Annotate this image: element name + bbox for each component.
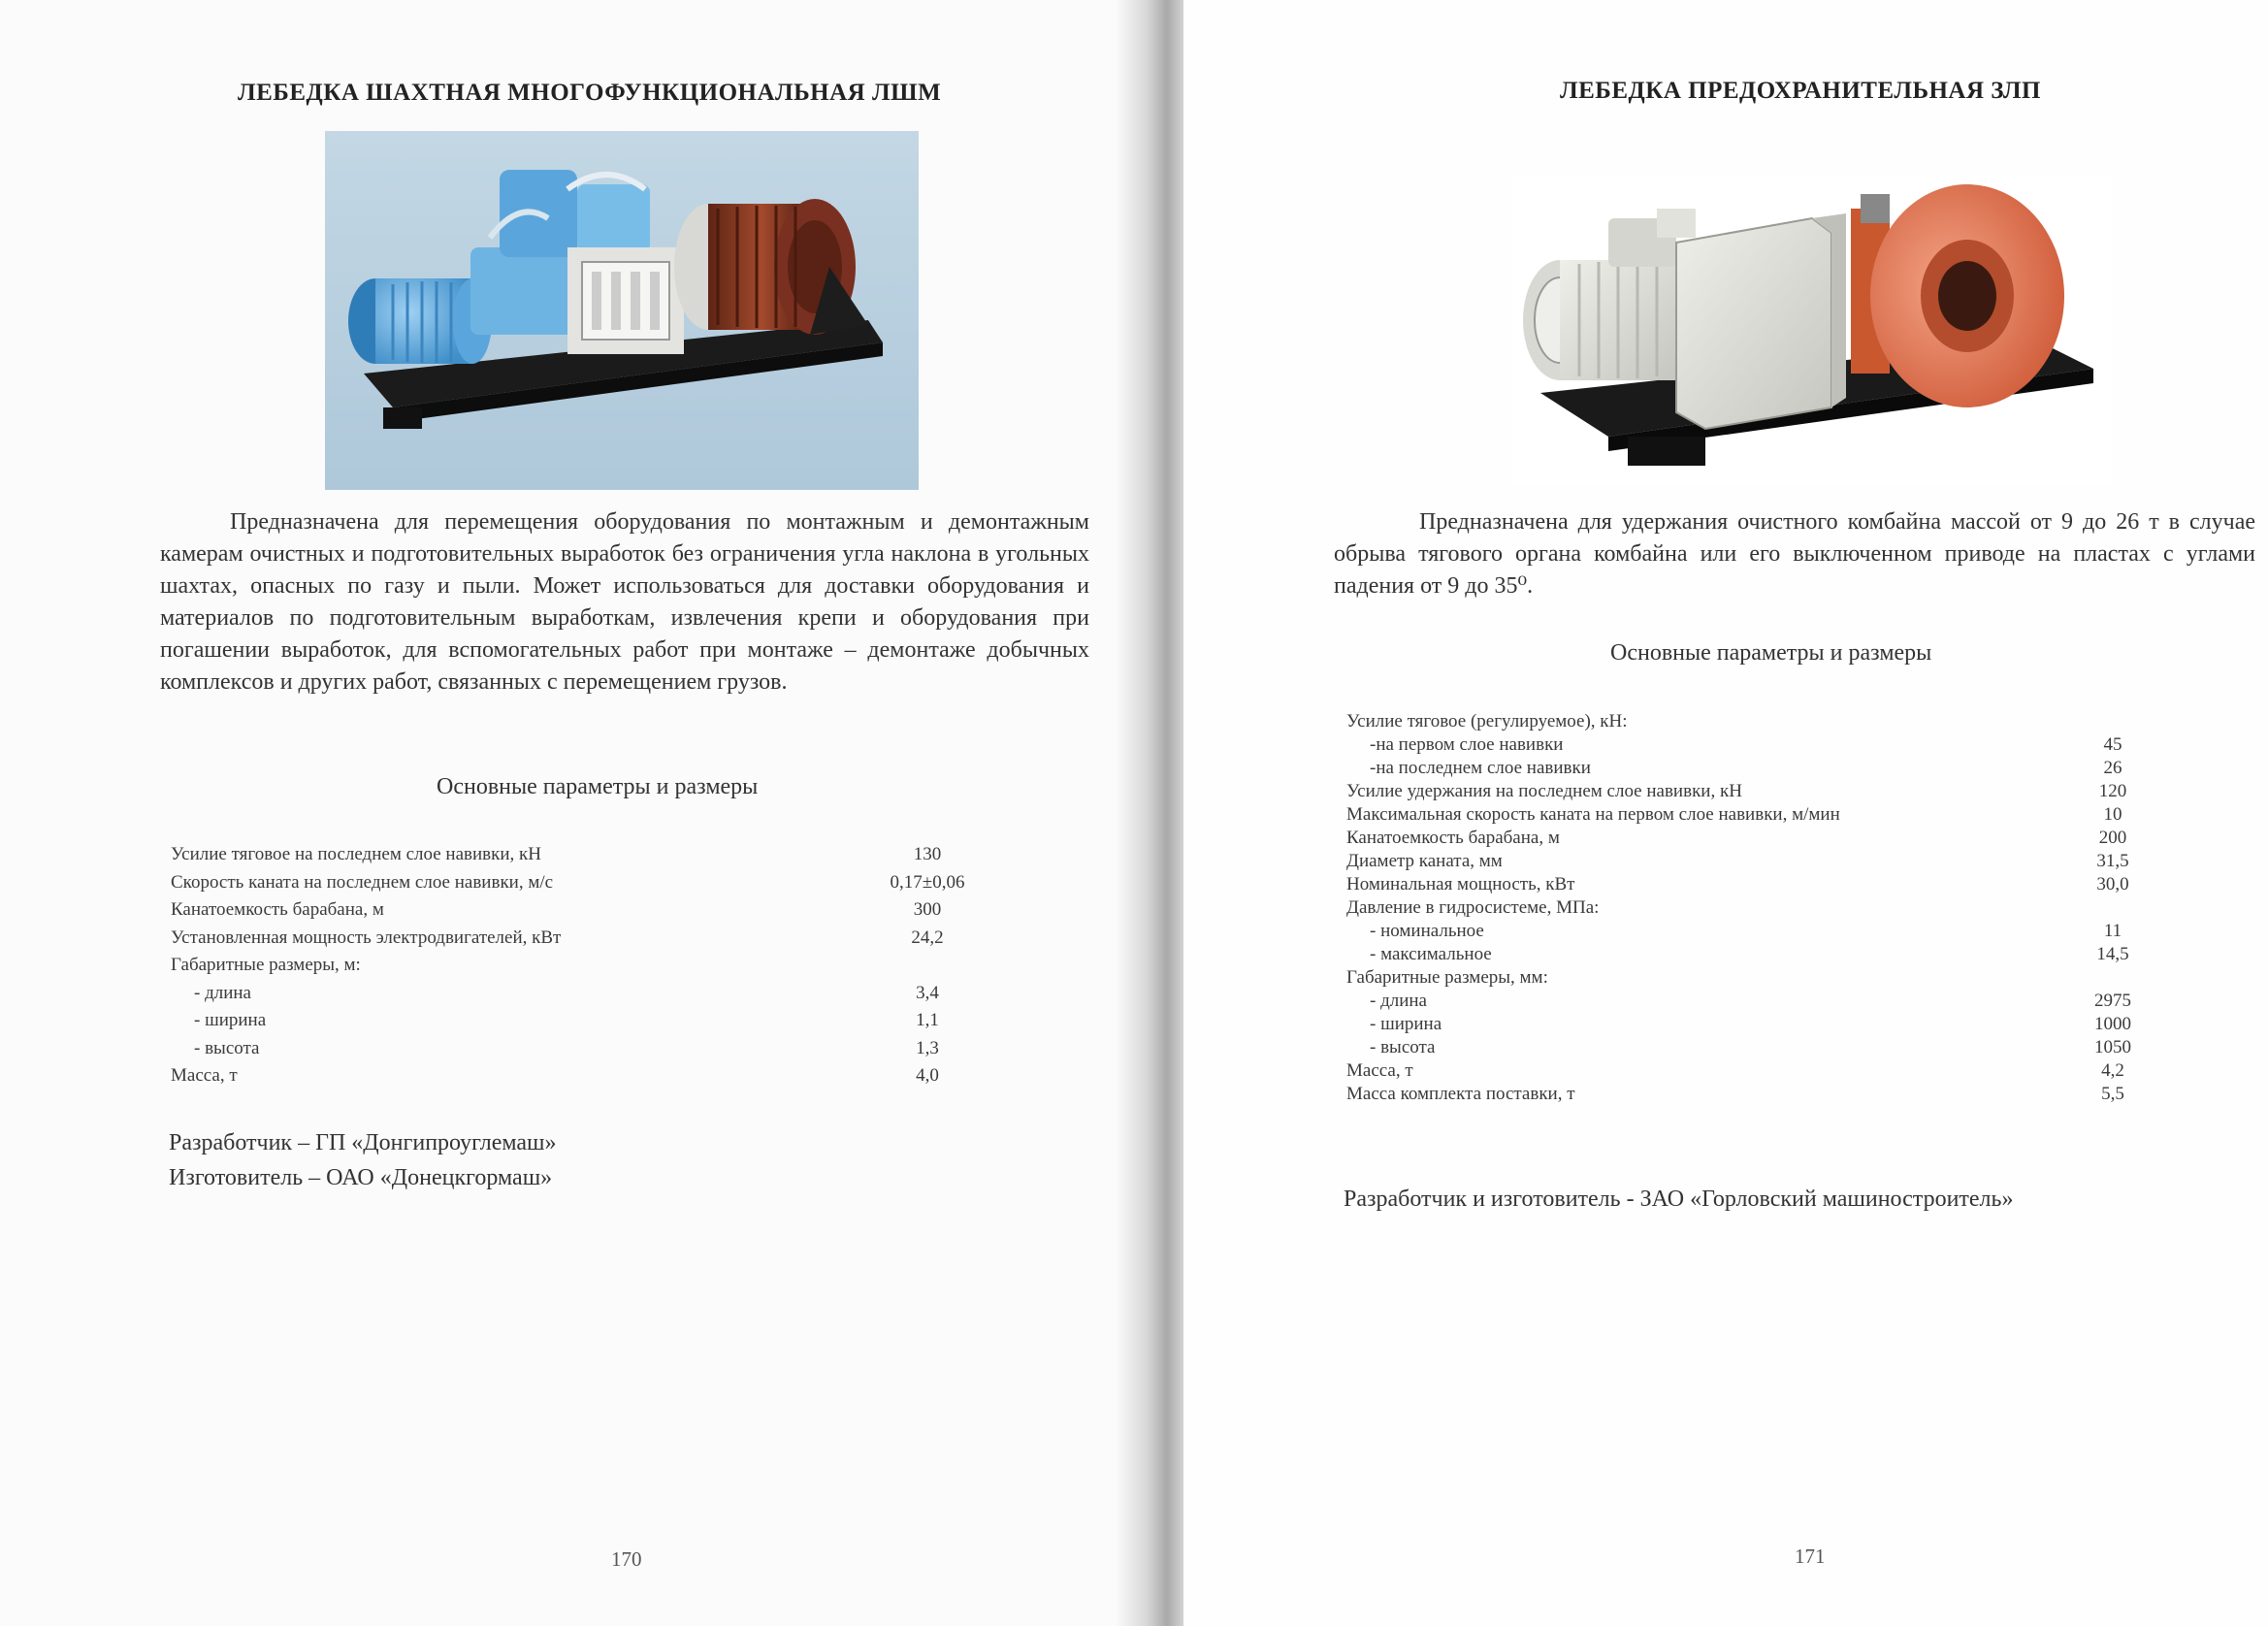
left-developer: Разработчик – ГП «Донгипроуглемаш» — [169, 1130, 557, 1155]
param-value: 5,5 — [2101, 1084, 2124, 1104]
param-value: 30,0 — [2096, 874, 2129, 894]
param-value: 1,3 — [916, 1037, 939, 1058]
param-value: 31,5 — [2096, 851, 2129, 871]
left-description: Предназначена для перемещения оборудования по монтажным и демонтажным камерам очистных и подготовительных выработок без ограничения угла наклона в угольных шахтах, опасных по газу и пыли. Может использоваться для доставки оборудования и материалов по подготовительным выработкам, извлечения крепи и оборудования при погашении выработок, для вспомогательных работ при монтаже – демонтаже добычных комплексов и других работ, связанных с перемещением грузов. — [160, 509, 1089, 695]
param-label: Габаритные размеры, м: — [171, 955, 361, 975]
param-row — [171, 844, 1024, 872]
param-row — [1346, 711, 2181, 734]
right-params-table — [1346, 711, 2181, 1107]
right-credits — [1344, 1182, 2013, 1217]
param-label: Установленная мощность электродвигателей, кВт — [171, 927, 562, 948]
param-label: -на первом слое навивки — [1370, 734, 1564, 755]
param-label: - высота — [1370, 1037, 1436, 1057]
param-value: 1050 — [2094, 1037, 2131, 1057]
param-label: Номинальная мощность, кВт — [1346, 874, 1575, 894]
param-row — [1346, 921, 2181, 944]
param-row — [1346, 781, 2181, 804]
right-page-title: ЛЕБЕДКА ПРЕДОХРАНИТЕЛЬНАЯ ЗЛП — [1560, 78, 2041, 104]
param-value: 300 — [913, 899, 942, 920]
left-params-table — [171, 844, 1024, 1093]
param-label: Габаритные размеры, мм: — [1346, 967, 1548, 988]
param-row — [171, 899, 1024, 927]
right-developer: Разработчик и изготовитель - ЗАО «Горловский машиностроитель» — [1344, 1187, 2014, 1212]
param-value: 120 — [2098, 781, 2127, 801]
param-row — [171, 1010, 1024, 1038]
left-page-number: 170 — [611, 1547, 642, 1571]
param-value: 1000 — [2094, 1014, 2131, 1034]
param-value: 11 — [2103, 921, 2122, 941]
param-row — [1346, 828, 2181, 851]
param-value: 4,2 — [2101, 1060, 2124, 1081]
left-params-title: Основные параметры и размеры — [437, 774, 759, 799]
param-row — [1346, 851, 2181, 874]
param-value: 45 — [2103, 734, 2122, 755]
param-label: Скорость каната на последнем слое навивки, м/с — [171, 871, 554, 893]
param-row — [171, 872, 1024, 900]
param-label: - длина — [1370, 991, 1427, 1011]
param-value: 2975 — [2094, 991, 2131, 1011]
param-label: - длина — [194, 982, 251, 1003]
param-row — [1346, 1037, 2181, 1060]
param-label: Масса комплекта поставки, т — [1346, 1084, 1575, 1104]
param-label: -на последнем слое навивки — [1370, 758, 1591, 778]
right-page — [1183, 0, 2268, 1626]
param-row — [1346, 758, 2181, 781]
param-value: 0,17±0,06 — [890, 871, 965, 893]
param-row — [1346, 1060, 2181, 1084]
param-label: Усилие удержания на последнем слое навивки, кН — [1346, 781, 1742, 801]
param-row — [1346, 874, 2181, 897]
param-value: 3,4 — [916, 982, 939, 1003]
param-label: Усилие тяговое (регулируемое), кН: — [1346, 711, 1628, 732]
param-label: Усилие тяговое на последнем слое навивки, кН — [171, 844, 541, 864]
param-label: Масса, т — [171, 1065, 238, 1086]
param-value: 1,1 — [916, 1010, 939, 1030]
right-params-title: Основные параметры и размеры — [1610, 640, 1932, 666]
left-credits — [169, 1125, 557, 1195]
left-page-title: ЛЕБЕДКА ШАХТНАЯ МНОГОФУНКЦИОНАЛЬНАЯ ЛШМ — [238, 80, 942, 106]
param-value: 24,2 — [911, 927, 944, 948]
param-label: Давление в гидросистеме, МПа: — [1346, 897, 1600, 918]
param-label: - максимальное — [1370, 944, 1492, 964]
param-row — [171, 1065, 1024, 1093]
param-row — [1346, 944, 2181, 967]
param-row — [171, 927, 1024, 956]
param-label: - номинальное — [1370, 921, 1484, 941]
right-page-number: 171 — [1795, 1545, 1826, 1568]
left-manufacturer: Изготовитель – ОАО «Донецкгормаш» — [169, 1165, 553, 1190]
param-label: - высота — [194, 1037, 260, 1058]
param-row — [1346, 967, 2181, 991]
param-row — [171, 955, 1024, 983]
param-row — [1346, 804, 2181, 828]
param-value: 10 — [2103, 804, 2122, 825]
param-label: - ширина — [194, 1010, 267, 1030]
param-value: 26 — [2103, 758, 2122, 778]
param-row — [1346, 1014, 2181, 1037]
right-description: Предназначена для удержания очистного комбайна массой от 9 до 26 т в случае обрыва тягового органа комбайна или его выключенном приводе на пластах с углами падения от 9 до 35⁰. — [1334, 509, 2255, 599]
winch-zlp-photo — [1511, 175, 2113, 485]
param-value: 130 — [913, 844, 942, 864]
param-row — [1346, 734, 2181, 758]
param-value: 14,5 — [2096, 944, 2129, 964]
param-row — [1346, 897, 2181, 921]
param-label: Диаметр каната, мм — [1346, 851, 1503, 871]
param-value: 200 — [2098, 828, 2127, 848]
param-row — [171, 1038, 1024, 1066]
winch-lshm-photo — [325, 131, 919, 490]
param-label: Масса, т — [1346, 1060, 1413, 1081]
param-label: Канатоемкость барабана, м — [171, 899, 384, 920]
param-value: 4,0 — [916, 1065, 939, 1086]
param-row — [171, 983, 1024, 1011]
param-row — [1346, 1084, 2181, 1107]
param-label: - ширина — [1370, 1014, 1442, 1034]
param-row — [1346, 991, 2181, 1014]
param-label: Максимальная скорость каната на первом слое навивки, м/мин — [1346, 804, 1840, 825]
param-label: Канатоемкость барабана, м — [1346, 828, 1560, 848]
